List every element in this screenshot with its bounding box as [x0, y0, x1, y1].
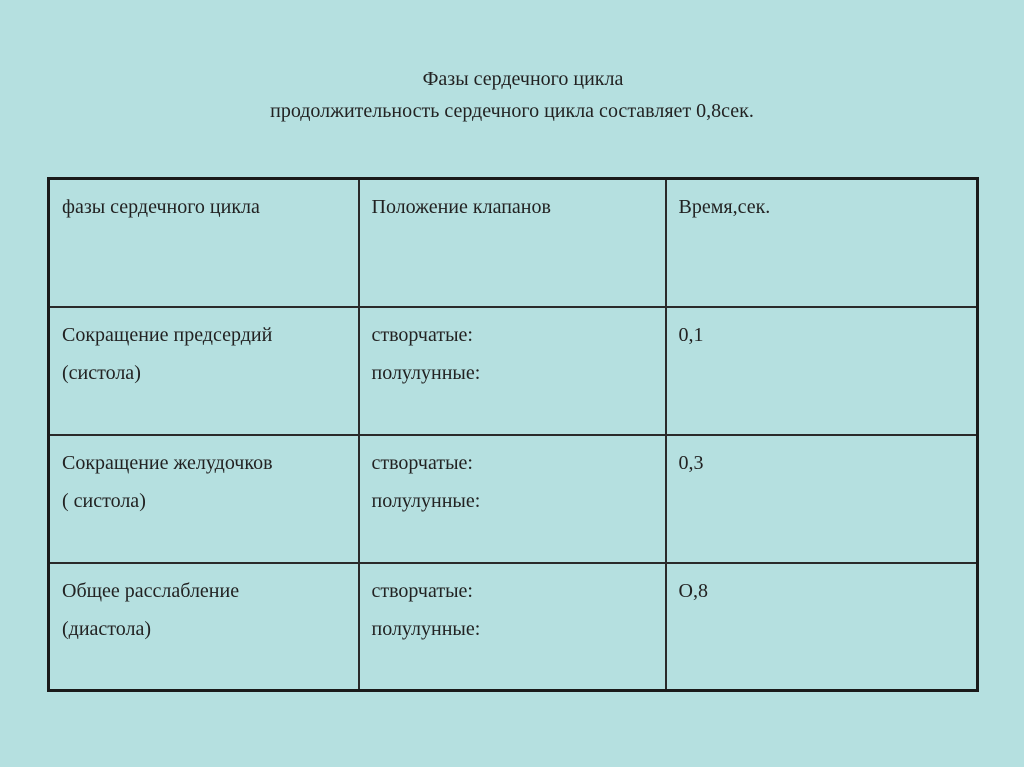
phase-name: Общее расслабление: [62, 579, 240, 602]
title-line-2: продолжительность сердечного цикла составляет 0,8сек.: [270, 100, 754, 122]
title-line-1: Фазы сердечного цикла: [422, 68, 624, 90]
phase-name: Сокращение предсердий: [62, 323, 273, 346]
slide-title: [0, 63, 1024, 127]
table-row: [49, 435, 978, 563]
valve-semilunar: полулунные:: [371, 617, 481, 640]
header-time: Время,сек.: [666, 179, 978, 307]
phase-name: Сокращение желудочков: [62, 451, 273, 474]
phase-cell: [49, 307, 359, 435]
valves-cell: [359, 435, 666, 563]
phase-type: (систола): [62, 361, 141, 384]
time-cell: 0,3: [666, 435, 978, 563]
header-phase: фазы сердечного цикла: [49, 179, 359, 307]
cardiac-cycle-table: [47, 177, 979, 692]
valve-atrioventricular: створчатые:: [371, 451, 473, 474]
valve-semilunar: полулунные:: [371, 489, 481, 512]
valve-atrioventricular: створчатые:: [371, 323, 473, 346]
phase-type: (диастола): [62, 617, 152, 640]
phase-cell: [49, 435, 359, 563]
valves-cell: [359, 563, 666, 691]
table-header-row: [49, 179, 978, 307]
valve-atrioventricular: створчатые:: [371, 579, 473, 602]
table-row: [49, 307, 978, 435]
phase-type: ( систола): [62, 489, 146, 512]
valve-semilunar: полулунные:: [371, 361, 481, 384]
time-cell: О,8: [666, 563, 978, 691]
valves-cell: [359, 307, 666, 435]
table-row: [49, 563, 978, 691]
header-valves: Положение клапанов: [359, 179, 666, 307]
phase-cell: [49, 563, 359, 691]
time-cell: 0,1: [666, 307, 978, 435]
